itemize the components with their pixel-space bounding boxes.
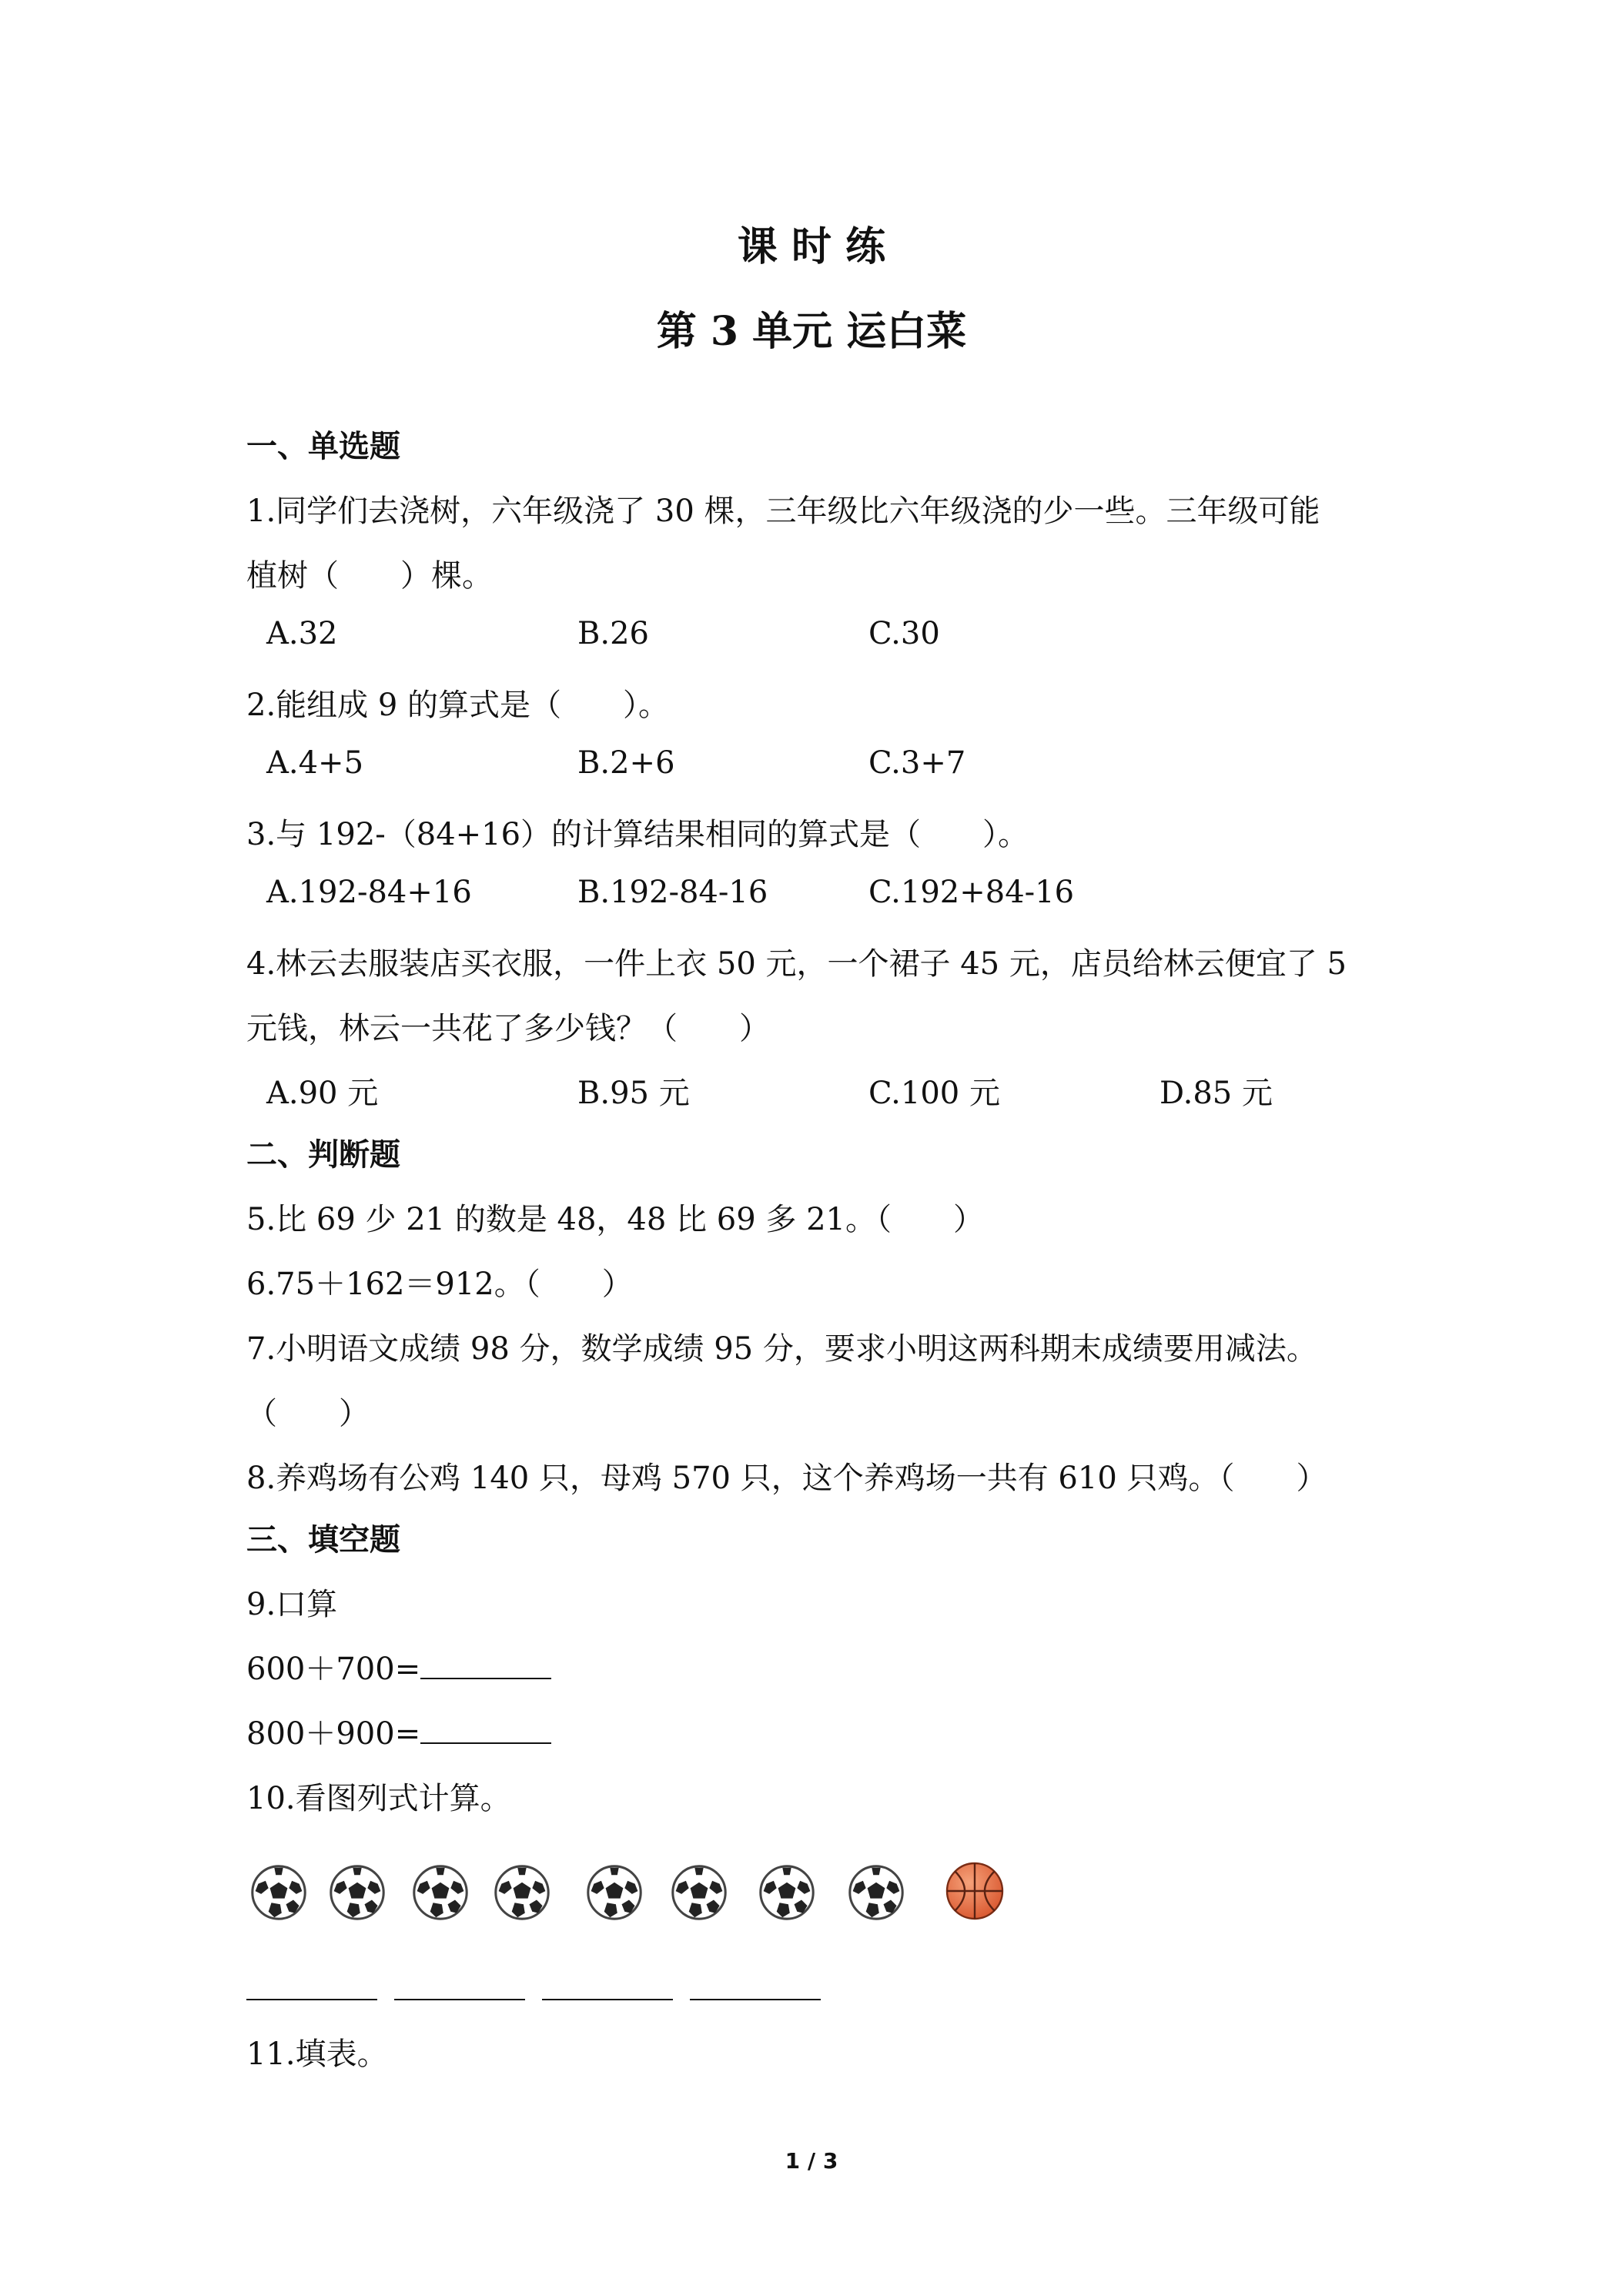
soccer-ball-icon [758, 1863, 816, 1922]
question-4-option-b: B.95 元 [577, 1076, 690, 1111]
basketball-icon [944, 1860, 1006, 1922]
page-title: 课 时 练 [737, 223, 886, 270]
question-1-option-c: C.30 [868, 616, 940, 651]
question-9-item-b [246, 1709, 551, 1753]
question-9-item-a [246, 1645, 551, 1689]
question-9: 9.口算 [246, 1587, 338, 1622]
question-4-option-a: A.90 元 [266, 1076, 379, 1111]
question-3-option-c: C.192+84-16 [868, 875, 1075, 910]
answer-blank[interactable] [420, 1652, 551, 1679]
soccer-ball-icon [493, 1863, 551, 1922]
page-number: 1 / 3 [785, 2148, 838, 2174]
equation-blank-1[interactable] [246, 1999, 377, 2000]
question-5: 5.比 69 少 21 的数是 48，48 比 69 多 21。（ ） [246, 1202, 984, 1237]
soccer-ball-icon [585, 1863, 644, 1922]
question-3: 3.与 192-（84+16）的计算结果相同的算式是（ ）。 [246, 817, 1029, 852]
question-3-option-a: A.192-84+16 [266, 875, 472, 910]
soccer-ball-icon [411, 1863, 470, 1922]
question-1-option-b: B.26 [577, 616, 650, 651]
question-1-line-1: 1.同学们去浇树，六年级浇了 30 棵，三年级比六年级浇的少一些。三年级可能 [246, 494, 1320, 529]
equation-blank-4[interactable] [690, 1999, 821, 2000]
section-heading-single-choice: 一、单选题 [246, 428, 400, 464]
question-4-line-2: 元钱，林云一共花了多少钱？（ ） [246, 1011, 770, 1046]
answer-blank[interactable] [420, 1716, 551, 1744]
unit-subtitle: 第 3 单元 运白菜 [656, 308, 967, 355]
question-10: 10.看图列式计算。 [246, 1781, 511, 1816]
question-7-line-1: 7.小明语文成绩 98 分，数学成绩 95 分，要求小明这两科期末成绩要用减法。 [246, 1331, 1317, 1367]
soccer-ball-icon [328, 1863, 387, 1922]
question-4-option-c: C.100 元 [868, 1076, 1000, 1111]
question-4-line-1: 4.林云去服装店买衣服，一件上衣 50 元，一个裙子 45 元，店员给林云便宜了 5 [246, 946, 1347, 982]
equation-blank-2[interactable] [394, 1999, 525, 2000]
question-2-option-c: C.3+7 [868, 745, 966, 781]
question-2-option-b: B.2+6 [577, 745, 675, 781]
question-3-option-b: B.192-84-16 [577, 875, 768, 910]
question-6: 6.75＋162＝912。（ ） [246, 1267, 633, 1302]
question-1-line-2: 植树（ ）棵。 [246, 558, 493, 594]
question-2-option-a: A.4+5 [266, 745, 364, 781]
soccer-ball-icon [847, 1863, 905, 1922]
soccer-ball-icon [670, 1863, 728, 1922]
question-2: 2.能组成 9 的算式是（ ）。 [246, 688, 670, 723]
section-heading-true-false: 二、判断题 [246, 1136, 400, 1173]
question-8: 8.养鸡场有公鸡 140 只，母鸡 570 只，这个养鸡场一共有 610 只鸡。（ ） [246, 1461, 1327, 1496]
soccer-ball-icon [249, 1863, 308, 1922]
section-heading-fill-blank: 三、填空题 [246, 1521, 400, 1558]
question-9-item-b-expression: 800＋900= [246, 1716, 421, 1752]
equation-blank-3[interactable] [542, 1999, 673, 2000]
question-7-line-2: （ ） [246, 1396, 370, 1431]
question-9-item-a-expression: 600＋700= [246, 1652, 421, 1687]
question-4-option-d: D.85 元 [1160, 1076, 1273, 1111]
question-11: 11.填表。 [246, 2037, 388, 2072]
question-1-option-a: A.32 [266, 616, 338, 651]
